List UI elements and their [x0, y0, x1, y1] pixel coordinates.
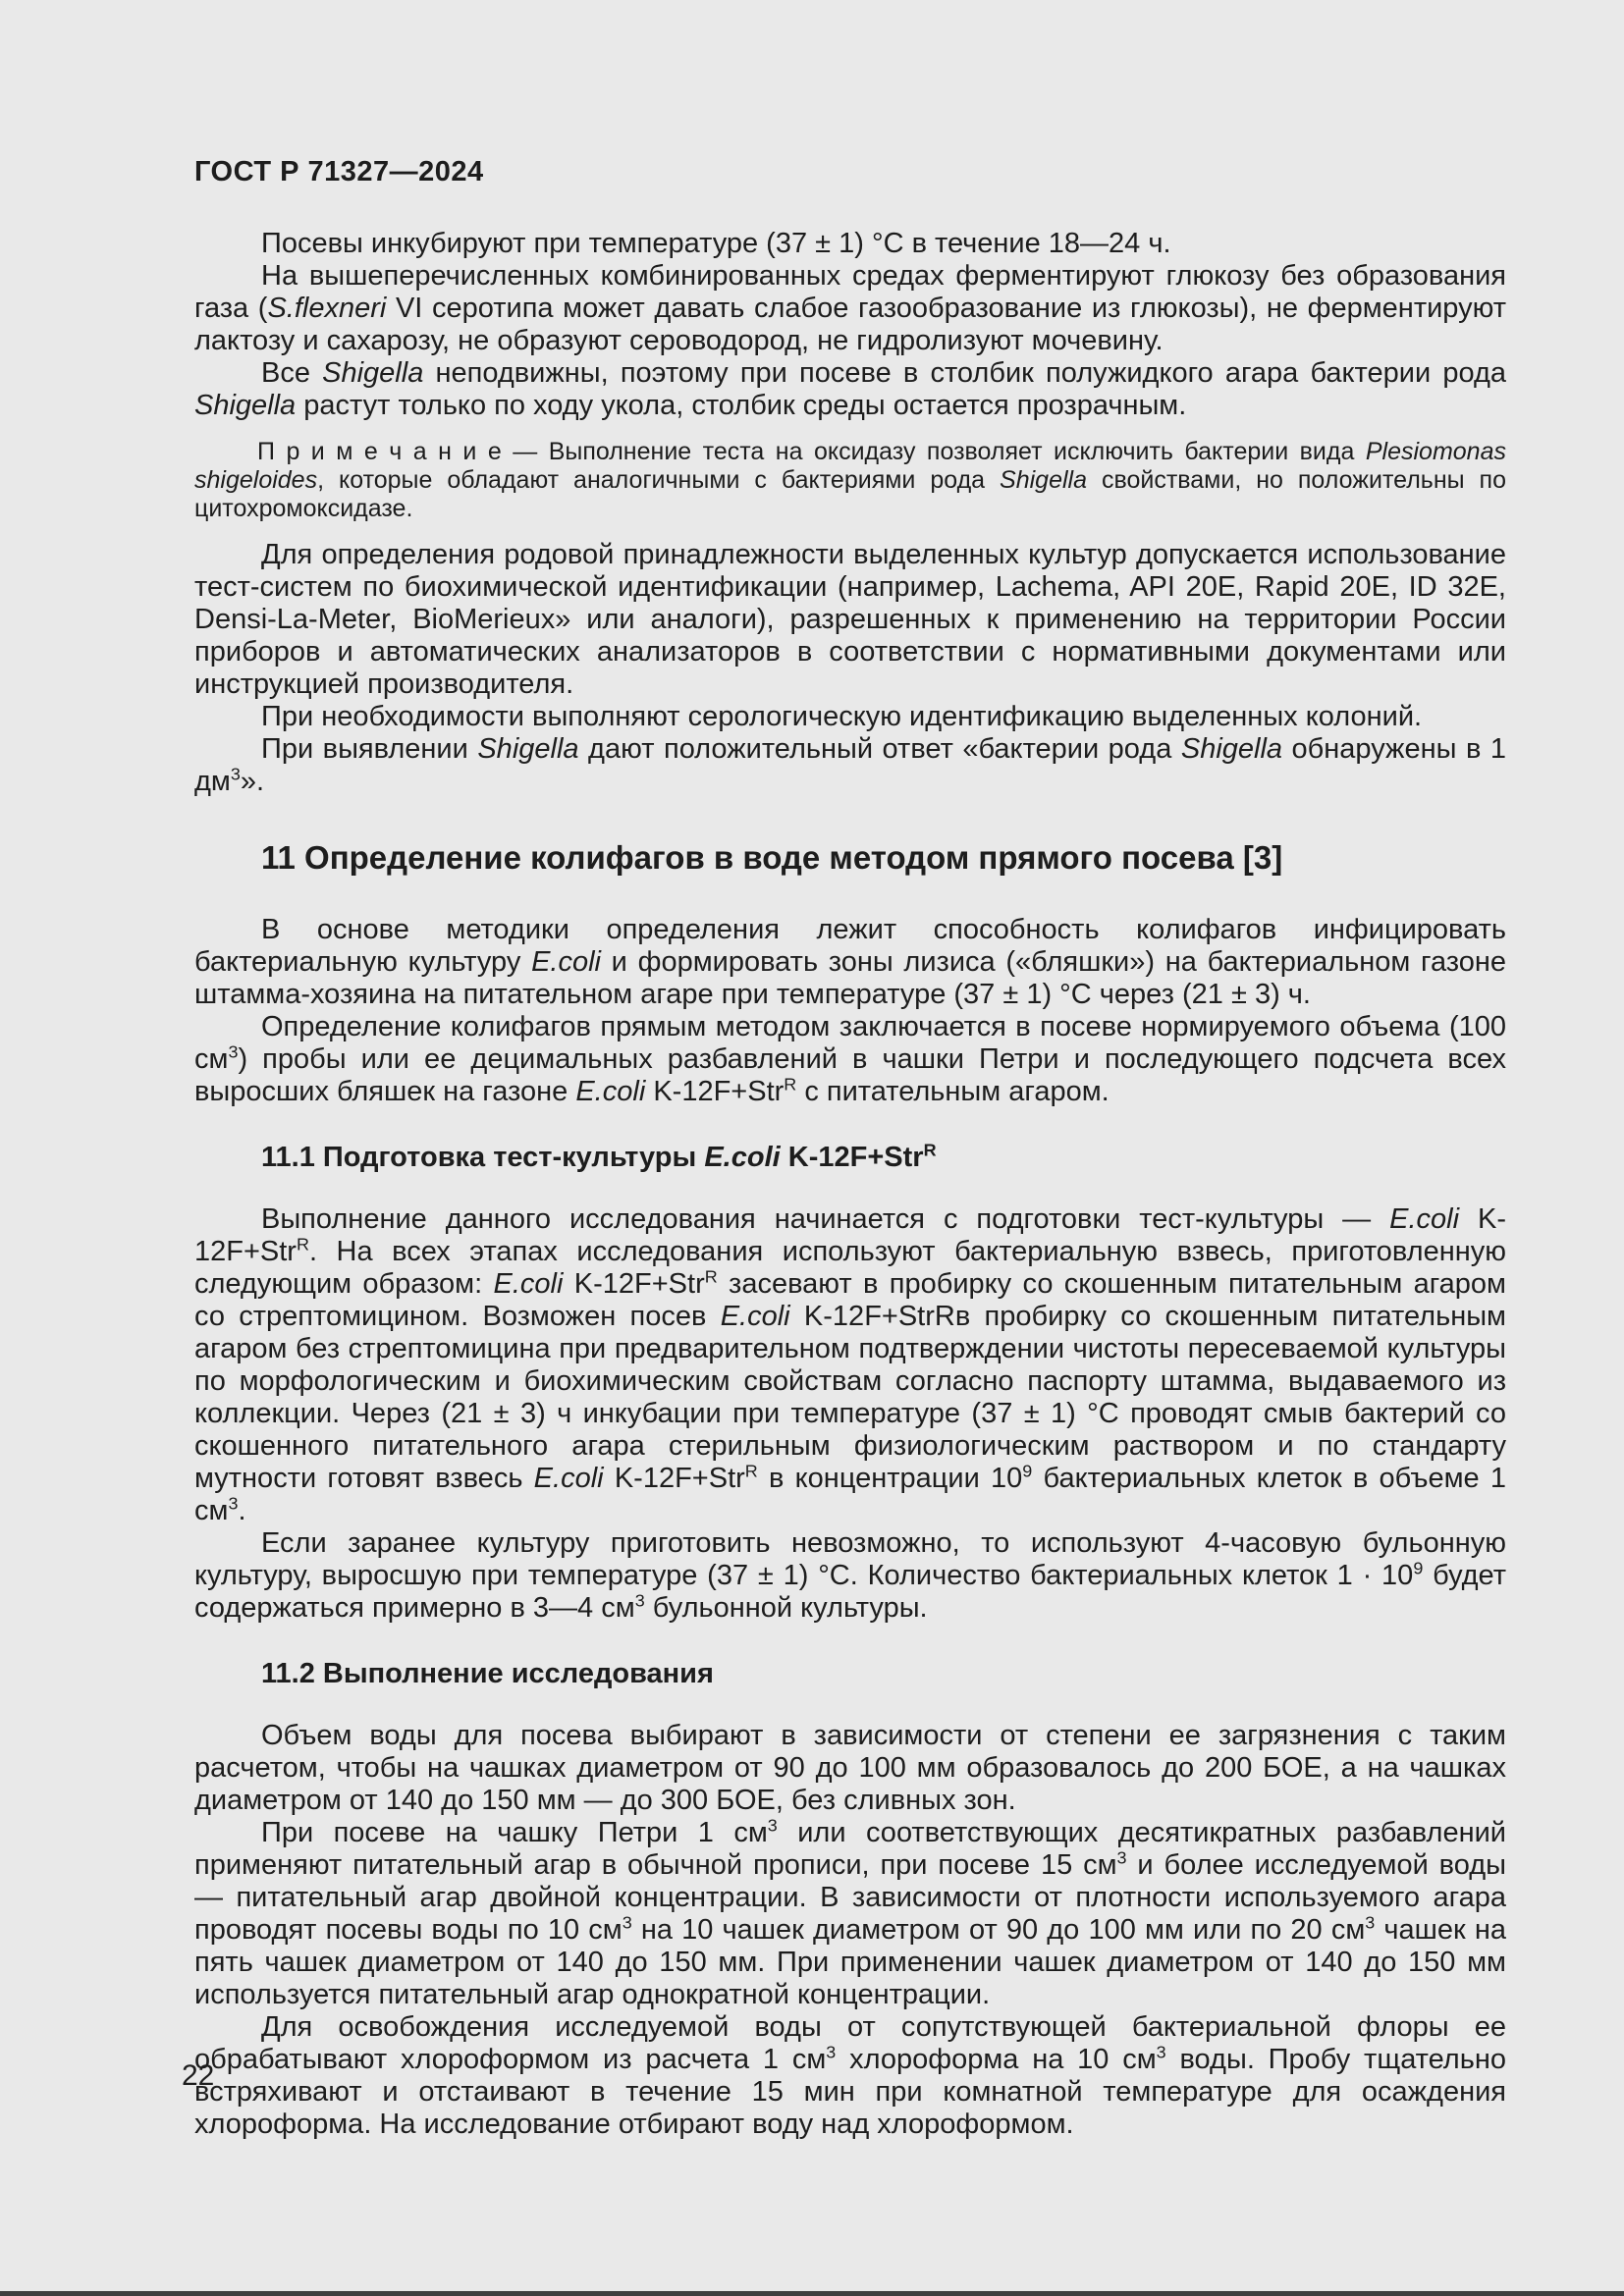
paragraph: Определение колифагов прямым методом заключается в посеве нормируемого объема (100 $см^3$) пробы или ее децимальных разбавлений в чашки Петри и последующего подсчета всех выросших бляшек на газоне E.coli K-12F+Str$^R$ с питательным агаром.	[194, 1011, 1506, 1107]
section-heading: 11 Определение колифагов в воде методом прямого посева [3]	[261, 839, 1283, 876]
paragraph: Посевы инкубируют при температуре (37 ± 1) °С в течение 18—24 ч.	[261, 228, 1171, 259]
paragraph: Для определения родовой принадлежности выделенных культур допускается использование тест-систем по биохимической идентификации (например, Lachema, API 20E, Rapid 20E, ID 32E, Densi-La-Meter, BioMerieux» или аналоги), разрешенных к применению на территории России приборов и автоматических анализаторов в соответствии с нормативными документами или инструкцией производителя.	[194, 539, 1506, 700]
page-number: 22	[182, 2059, 215, 2092]
bottom-edge-bar	[0, 2291, 1624, 2296]
document-body	[194, 228, 1506, 2141]
paragraph: При выявлении Shigella дают положительный ответ «бактерии рода Shigella обнаружены в 1 $дм^3$».	[194, 733, 1506, 797]
paragraph: Выполнение данного исследования начинается с подготовки тест-культуры — E.coli K-12F+Str$^R$. На всех этапах исследования используют бактериальную взвесь, приготовленную следующим образом: E.coli K-12F+Str$^R$ засевают в пробирку со скошенным питательным агаром со стрептомицином. Возможен посев E.coli K-12F+StrRв пробирку со скошенным питательным агаром без стрептомицина при предварительном подтверждении чистоты пересеваемой культуры по морфологическим и биохимическим свойствам согласно паспорту штамма, выдаваемого из коллекции. Через (21 ± 3) ч инкубации при температуре (37 ± 1) °С проводят смыв бактерий со скошенного питательного агара стерильным физиологическим раствором и по стандарту мутности готовят взвесь E.coli K-12F+Str$^R$ в концентрации $10^9$ бактериальных клеток в объеме 1 $см^3$.	[194, 1203, 1506, 1526]
paragraph: В основе методики определения лежит способность колифагов инфицировать бактериальную культуру E.coli и формировать зоны лизиса («бляшки») на бактериальном газоне штамма-хозяина на питательном агаре при температуре (37 ± 1) °С через (21 ± 3) ч.	[194, 914, 1507, 1010]
document-content	[194, 155, 1506, 2141]
paragraph: Для освобождения исследуемой воды от сопутствующей бактериальной флоры ее обрабатывают хлороформом из расчета 1 $см^3$ хлороформа на 10 $см^3$ воды. Пробу тщательно встряхивают и отстаивают в течение 15 мин при комнатной температуре для осаждения хлороформа. На исследование отбирают воду над хлороформом.	[194, 2011, 1506, 2140]
paragraph: Все Shigella неподвижны, поэтому при посеве в столбик полужидкого агара бактерии рода Shigella растут только по ходу укола, столбик среды остается прозрачным.	[194, 357, 1506, 421]
document-header: ГОСТ Р 71327—2024	[194, 156, 484, 187]
paragraph: Если заранее культуру приготовить невозможно, то используют 4-часовую бульонную культуру, выросшую при температуре (37 ± 1) °С. Количество бактериальных клеток $1 \cdot 10^9$ будет содержаться примерно в 3—4 $см^3$ бульонной культуры.	[194, 1527, 1506, 1624]
note: П р и м е ч а н и е — Выполнение теста на оксидазу позволяет исключить бактерии вида Plesiomonas shigeloides, которые обладают аналогичными с бактериями рода Shigella свойствами, но положительны по цитохромоксидазе.	[194, 438, 1506, 522]
subsection-heading: 11.1 Подготовка тест-культуры E.coli K-12F+Str$^R$	[261, 1140, 937, 1173]
paragraph: При посеве на чашку Петри 1 $см^3$ или соответствующих десятикратных разбавлений применяют питательный агар в обычной прописи, при посеве 15 $см^3$ и более исследуемой воды — питательный агар двойной концентрации. В зависимости от плотности используемого агара проводят посевы воды по 10 $см^3$ на 10 чашек диаметром от 90 до 100 мм или по 20 $см^3$ чашек на пять чашек диаметром от 140 до 150 мм. При применении чашек диаметром от 140 до 150 мм используется питательный агар однократной концентрации.	[194, 1815, 1507, 2010]
paragraph: На вышеперечисленных комбинированных средах ферментируют глюкозу без образования газа (S.flexneri VI серотипа может давать слабое газообразование из глюкозы), не ферментируют лактозу и сахарозу, не образуют сероводород, не гидролизуют мочевину.	[194, 260, 1506, 356]
subsection-heading: 11.2 Выполнение исследования	[261, 1658, 714, 1689]
paragraph: При необходимости выполняют серологическую идентификацию выделенных колоний.	[261, 701, 1423, 732]
paragraph: Объем воды для посева выбирают в зависимости от степени ее загрязнения с таким расчетом, чтобы на чашках диаметром от 90 до 100 мм образовалось до 200 БОЕ, а на чашках диаметром от 140 до 150 мм — до 300 БОЕ, без сливных зон.	[194, 1720, 1506, 1816]
